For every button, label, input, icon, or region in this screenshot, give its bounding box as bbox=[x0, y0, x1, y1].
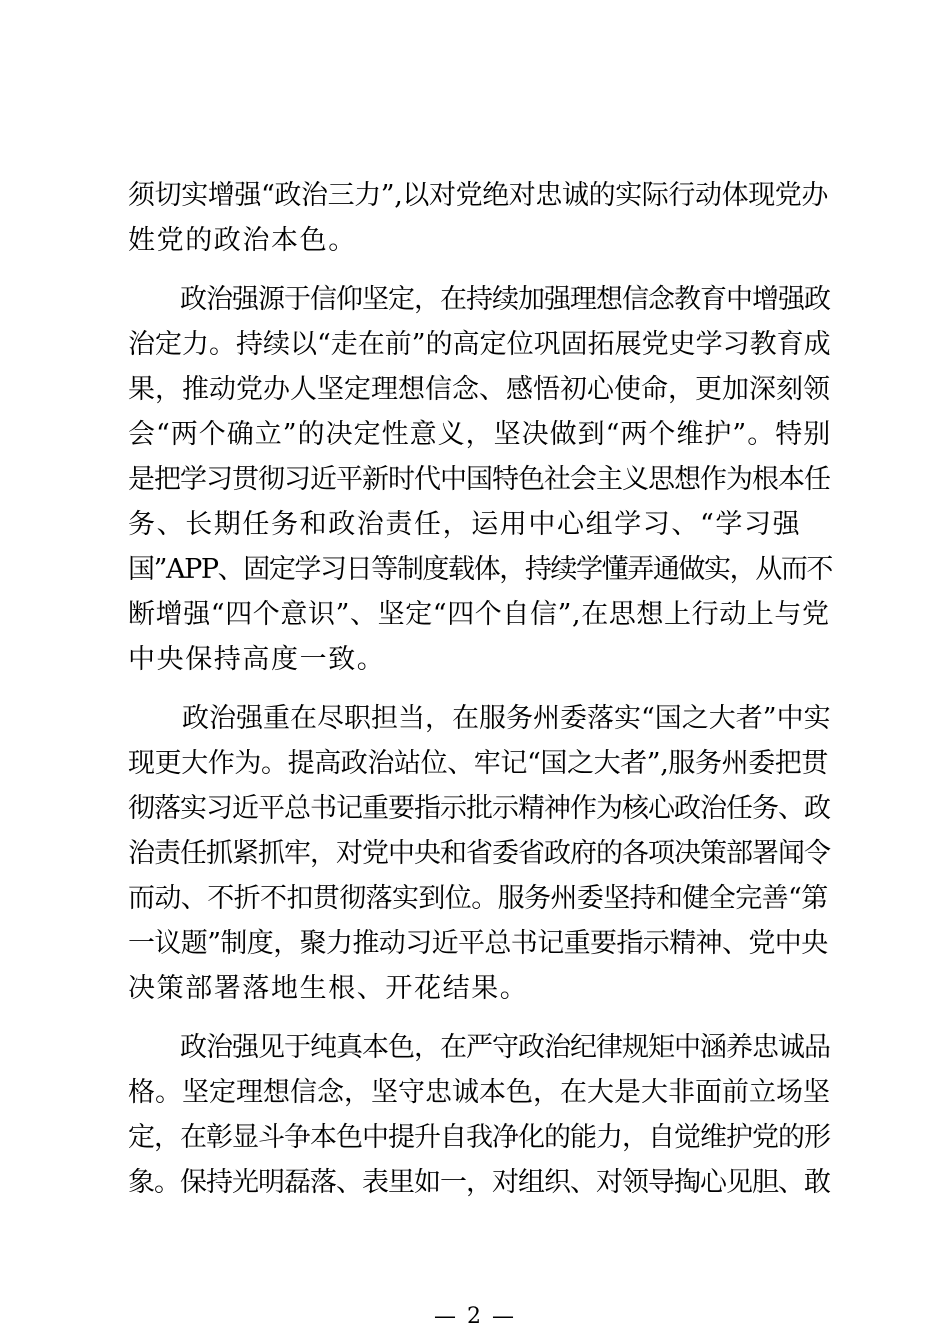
text-line: 而动、不折不扣贯彻落实到位。服务州委坚持和健全完善“第 bbox=[128, 883, 828, 914]
page-number: — 2 — bbox=[434, 1304, 516, 1329]
text-line: 会“两个确立”的决定性意义，坚决做到“两个维护”。特别 bbox=[128, 419, 832, 450]
text-line: 务、长期任务和政治责任，运用中心组学习、“学习强 bbox=[128, 509, 802, 540]
text-line: 中央保持高度一致。 bbox=[128, 644, 386, 675]
text-line: 治定力。持续以“走在前”的高定位巩固拓展党史学习教育成 bbox=[128, 329, 831, 360]
text-line: 治责任抓紧抓牢，对党中央和省委省政府的各项决策部署闻令 bbox=[128, 838, 830, 869]
text-line: 格。坚定理想信念，坚守忠诚本色，在大是大非面前立场坚 bbox=[128, 1077, 830, 1108]
text-line: 政治强重在尽职担当，在服务州委落实“国之大者”中实 bbox=[128, 703, 831, 734]
text-line: 象。保持光明磊落、表里如一，对组织、对领导掏心见胆、敢 bbox=[128, 1167, 830, 1198]
text-line: 是把学习贯彻习近平新时代中国特色社会主义思想作为根本任 bbox=[128, 464, 830, 495]
text-line: 国”APP、固定学习日等制度载体，持续学懂弄通做实，从而不 bbox=[128, 554, 833, 585]
text-line: 断增强“四个意识”、坚定“四个自信”,在思想上行动上与党 bbox=[128, 599, 830, 630]
text-line: 决策部署落地生根、开花结果。 bbox=[128, 973, 529, 1004]
text-line: 政治强源于信仰坚定，在持续加强理想信念教育中增强政 bbox=[128, 284, 830, 315]
text-line: 姓党的政治本色。 bbox=[128, 225, 357, 256]
text-line: 彻落实习近平总书记重要指示批示精神作为核心政治任务、政 bbox=[128, 793, 830, 824]
text-line: 须切实增强“政治三力”,以对党绝对忠诚的实际行动体现党办 bbox=[128, 180, 828, 211]
text-line: 定，在彰显斗争本色中提升自我净化的能力，自觉维护党的形 bbox=[128, 1122, 830, 1153]
text-line: 现更大作为。提高政治站位、牢记“国之大者”,服务州委把贯 bbox=[128, 748, 828, 779]
text-line: 政治强见于纯真本色，在严守政治纪律规矩中涵养忠诚品 bbox=[128, 1032, 830, 1063]
text-line: 果，推动党办人坚定理想信念、感悟初心使命，更加深刻领 bbox=[128, 374, 830, 405]
text-line: 一议题”制度，聚力推动习近平总书记重要指示精神、党中央 bbox=[128, 928, 828, 959]
